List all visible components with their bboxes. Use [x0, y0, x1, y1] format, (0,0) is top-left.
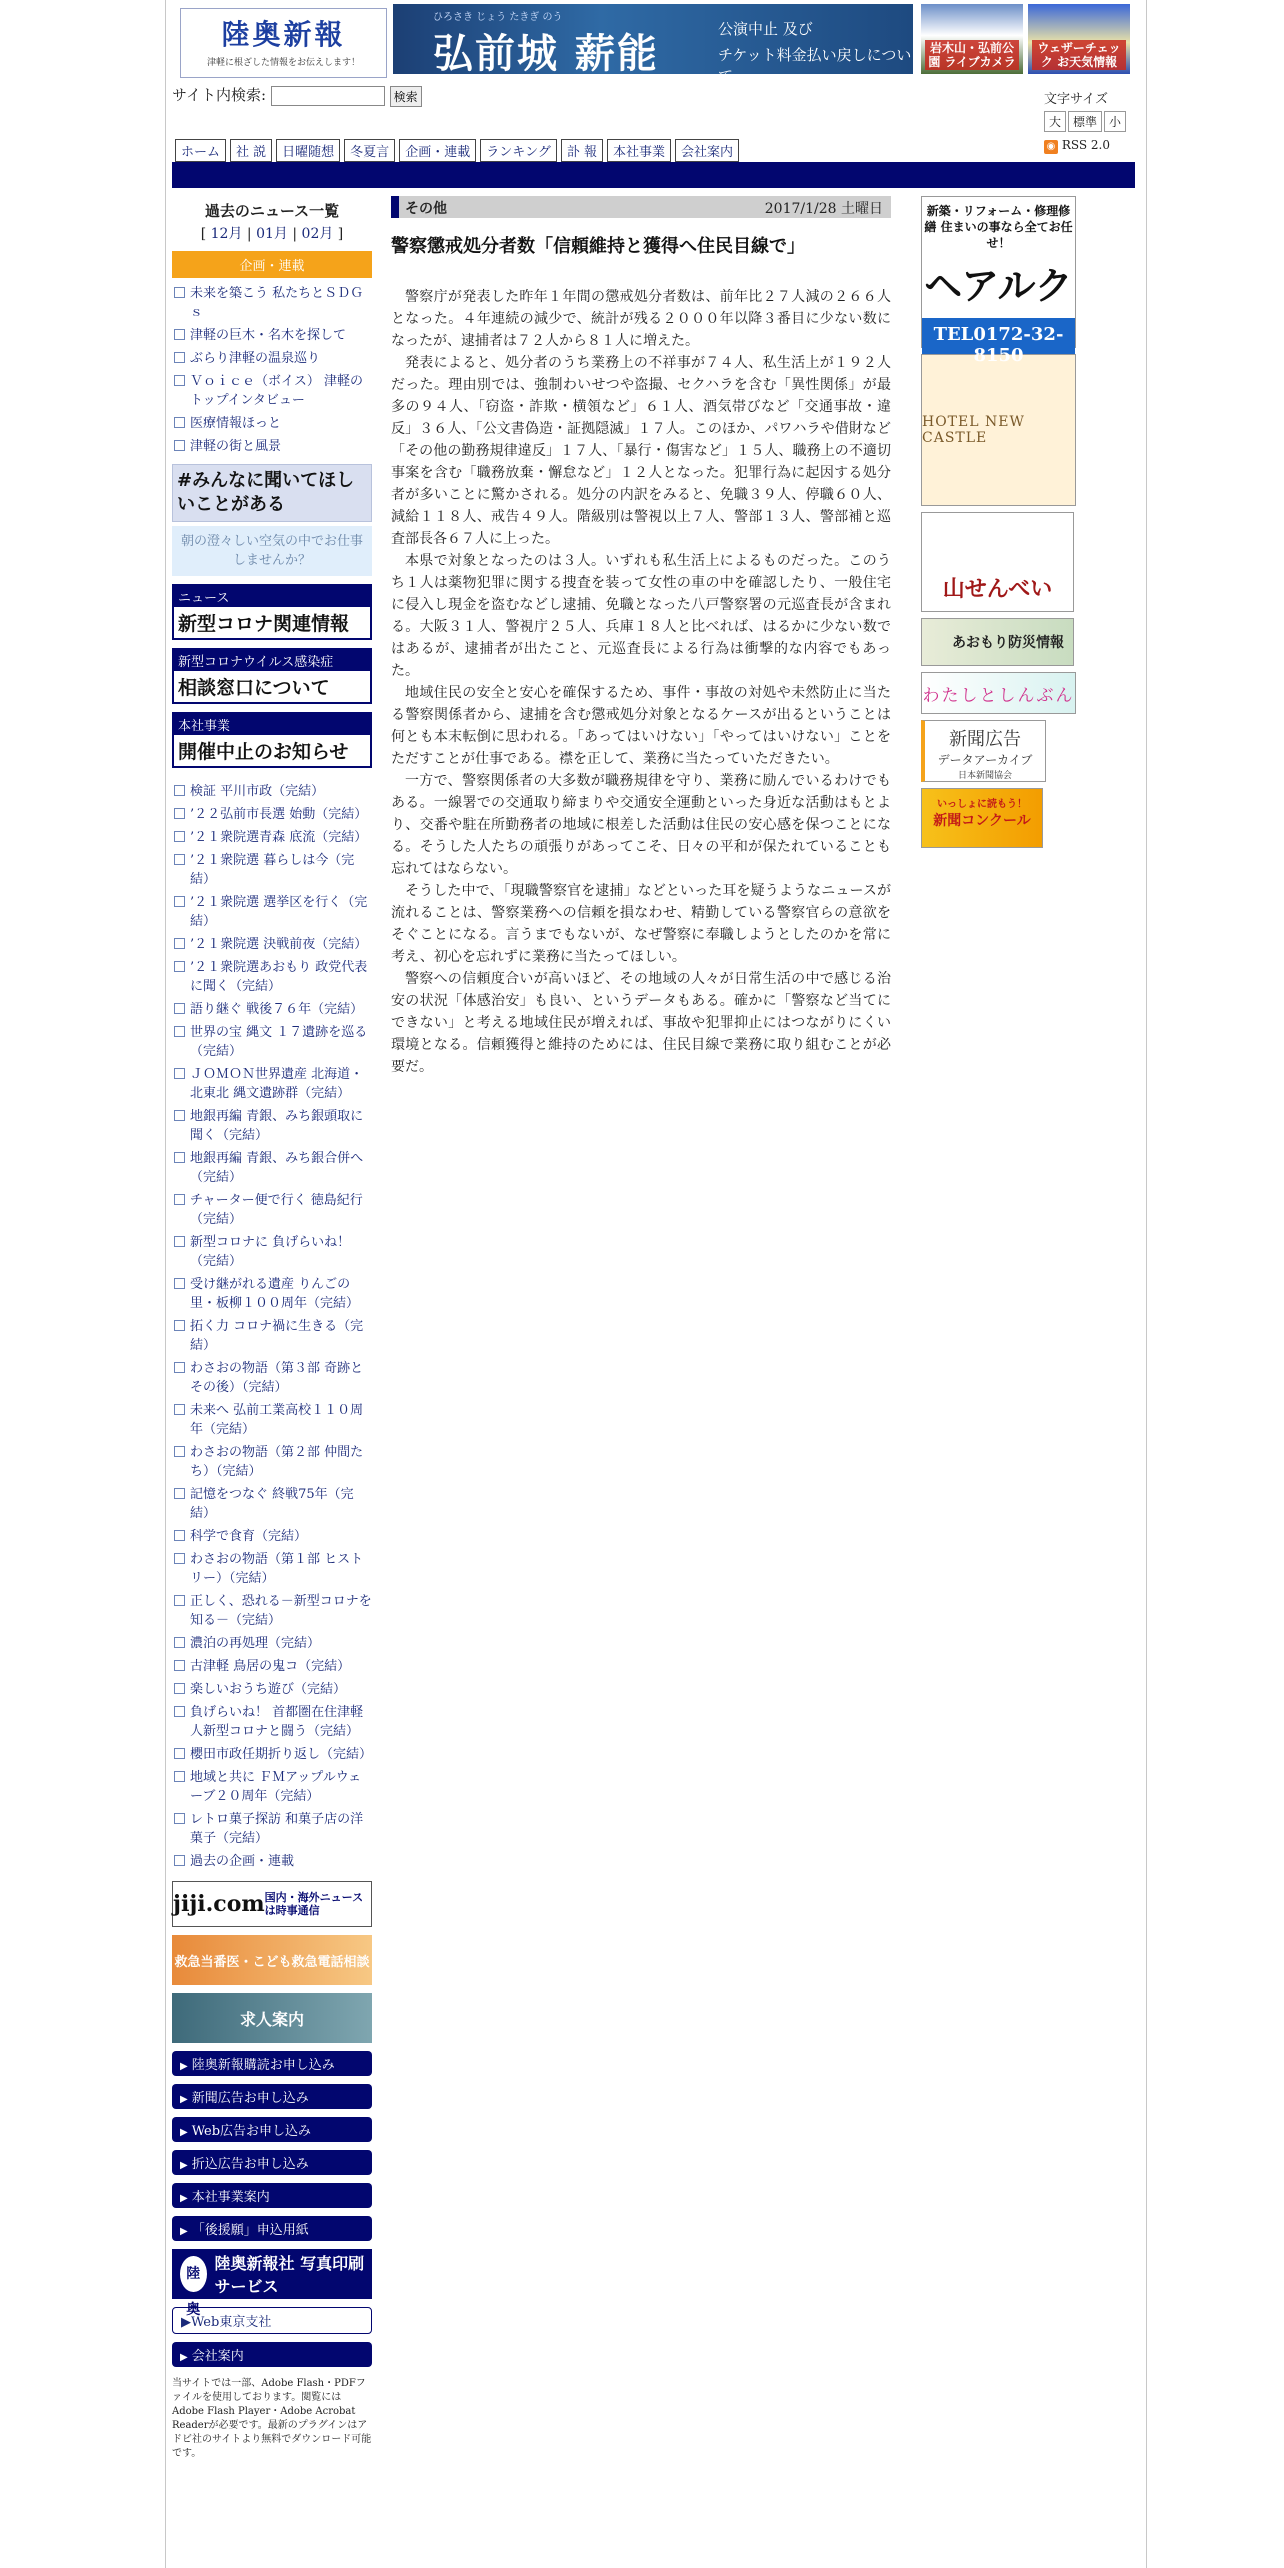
concours-main: 新聞コンクール — [933, 813, 1031, 829]
job-offer-label: 求人案内 — [239, 2009, 304, 2029]
checkbox-icon — [174, 1595, 185, 1606]
company-label: 会社案内 — [191, 2349, 244, 2364]
checkbox-icon — [174, 1404, 185, 1415]
checkbox-icon — [174, 831, 185, 842]
event-cancel-head: 本社事業 — [174, 714, 370, 735]
ad-archive-title: 新聞広告 — [949, 729, 1021, 750]
series-list-item[interactable] — [172, 1703, 372, 1741]
series-list-label: 地銀再編 青銀、みち銀頭取に聞く（完結） — [190, 1109, 364, 1143]
font-size-control — [1044, 88, 1134, 132]
archive-month-feb[interactable]: 02月 — [301, 226, 334, 242]
search-label: サイト内検索: — [172, 86, 267, 104]
nav-home[interactable]: ホーム — [175, 139, 226, 162]
series-list-label: 楽しいおうち遊び（完結） — [190, 1682, 347, 1697]
covid-info-box[interactable] — [172, 584, 372, 640]
hotel-ad[interactable] — [921, 354, 1076, 506]
series-list-item[interactable] — [172, 1745, 372, 1764]
sidebar-link[interactable] — [172, 2117, 372, 2142]
series-list-label: わさおの物語（第３部 奇跡とその後）（完結） — [190, 1361, 364, 1395]
checkbox-icon — [174, 896, 185, 907]
series-list-item[interactable] — [172, 1065, 372, 1103]
banner-text-1: 公演中止 及び — [718, 20, 813, 38]
event-cancel-box[interactable] — [172, 712, 372, 768]
logo-name: 陸奥新報 — [221, 18, 346, 51]
minna-banner[interactable]: #みんなに聞いてほしいことがある — [172, 464, 372, 522]
photo-print-banner[interactable] — [172, 2249, 372, 2318]
series-list-item[interactable] — [172, 1550, 372, 1588]
series-list-item[interactable] — [172, 1485, 372, 1523]
plugin-note: 当サイトでは一部、Adobe Flash・PDFファイルを使用しております。閲覧にはAdobe Flash Player・Adobe Acrobat Readerが必要です。最新のプラグインはアドビ社のサイトより無料でダウンロード可能です。 — [172, 2378, 372, 2459]
checkbox-icon — [174, 417, 185, 428]
series-list-item[interactable] — [172, 437, 372, 456]
banner-text-2: チケット料金払い戻しについて — [718, 46, 912, 85]
aruk-tel: TEL0172-32-8150 — [922, 318, 1075, 372]
checkbox-icon — [174, 1362, 185, 1373]
sidebar-link[interactable] — [172, 2051, 372, 2076]
series-list-item[interactable] — [172, 349, 372, 368]
checkbox-icon — [174, 1446, 185, 1457]
arrow-right-icon: ▶ — [180, 2094, 188, 2105]
checkbox-icon — [174, 375, 185, 386]
ad-archive-banner[interactable] — [921, 720, 1046, 782]
senbei-name: 山せんべい — [942, 576, 1053, 602]
nav-divider-bar — [172, 162, 1135, 188]
senbei-ad[interactable] — [921, 512, 1074, 612]
series-list-item[interactable] — [172, 1275, 372, 1313]
archive-months: [ 12月 | 01月 | 02月 ] — [200, 226, 344, 242]
event-cancel-body: 開催中止のお知らせ — [178, 741, 349, 763]
font-size-large-button[interactable]: 大 — [1044, 111, 1066, 132]
covid-consult-head: 新型コロナウイルス感染症 — [174, 650, 370, 671]
photo-print-logo: 陸奥 — [180, 2256, 207, 2292]
sidebar-links — [172, 2051, 372, 2241]
series-list-label: 新型コロナに 負げらいね！（完結） — [190, 1235, 351, 1269]
series-list-label: 語り継ぐ 戦後７６年（完結） — [190, 1002, 364, 1017]
checkbox-icon — [174, 1152, 185, 1163]
checkbox-icon — [174, 1553, 185, 1564]
weather-banner[interactable] — [1028, 4, 1130, 74]
banner-title: 弘前城 薪能 — [433, 30, 659, 77]
checkbox-icon — [174, 854, 185, 865]
checkbox-icon — [174, 1748, 185, 1759]
nav-obituary[interactable]: 訃 報 — [561, 139, 603, 162]
page — [165, 0, 1147, 2568]
arrow-right-icon: ▶ — [180, 2226, 188, 2237]
concours-top: いっしょに読もう！ — [937, 799, 1027, 810]
web-tokyo-link[interactable] — [172, 2307, 372, 2334]
series-list-item[interactable] — [172, 1810, 372, 1848]
checkbox-icon — [174, 808, 185, 819]
series-list-label: 津軽の巨木・名木を探して — [190, 328, 347, 343]
archive-title: 過去のニュース一覧 — [204, 202, 340, 220]
series-list-label: 過去の企画・連載 — [190, 1854, 295, 1869]
checkbox-icon — [174, 1110, 185, 1121]
checkbox-icon — [174, 1003, 185, 1014]
series-list-item[interactable] — [172, 1527, 372, 1546]
article — [391, 196, 891, 1078]
archive-month-dec[interactable]: 12月 — [210, 226, 243, 242]
series-list-label: 古津軽 鳥居の鬼コ（完結） — [190, 1659, 351, 1674]
emergency-doctor-label: 救急当番医・こども救急電話相談 — [174, 1954, 370, 1970]
checkbox-icon — [174, 287, 185, 298]
series-list-label: チャーター便で行く 徳島紀行（完結） — [190, 1193, 363, 1227]
main-nav — [175, 139, 743, 162]
checkbox-icon — [174, 440, 185, 451]
series-list-item[interactable] — [172, 372, 372, 410]
font-size-normal-button[interactable]: 標準 — [1068, 111, 1102, 132]
aruk-ad[interactable] — [921, 196, 1076, 366]
series-list-item[interactable] — [172, 1233, 372, 1271]
series-list-item[interactable] — [172, 805, 372, 824]
sidebar-link-label: 折込広告お申し込み — [191, 2157, 309, 2172]
checkbox-icon — [174, 785, 185, 796]
series-list-label: ぶらり津軽の温泉巡り — [190, 351, 321, 366]
series-list-label: Ｖｏｉｃｅ（ボイス） 津軽のトップインタビュー — [190, 374, 364, 408]
nav-editorial[interactable]: 社 説 — [230, 139, 272, 162]
series-list-label: 正しく、恐れる－新型コロナを知る－（完結） — [190, 1594, 372, 1628]
checkbox-icon — [174, 329, 185, 340]
nav-sunday-essay[interactable]: 日曜随想 — [276, 139, 340, 162]
aruk-name: ヘアルク — [924, 263, 1073, 308]
ad-archive-sub: データアーカイブ — [937, 753, 1033, 767]
checkbox-icon — [174, 1026, 185, 1037]
article-body — [391, 286, 891, 1078]
series-list-item[interactable] — [172, 958, 372, 996]
series-list-item[interactable] — [172, 851, 372, 889]
emergency-doctor-banner[interactable] — [172, 1935, 372, 1985]
search-button[interactable]: 検索 — [390, 86, 422, 107]
article-paragraph: 発表によると、処分者のうち業務上の不祥事が７４人、私生活上が１９２人だった。理由別では、強制わいせつや盗撮、セクハラを含む「異性関係」が最多の９４人、「窃盗・詐欺・横領など」６１人、酒気帯びなど「交通事故・違反」３６人、「公文書偽造・証拠隠滅」１７人。このほか、パワハラや借財など「その他の勤務規律違反」１７人、「暴行・傷害など」１５人、職務上の不適切事案を含む「職務放棄・懈怠など」１２人となった。犯罪行為に起因する処分者が多いことに驚かされる。処分の内訳をみると、免職３９人、停職６０人、減給１１８人、戒告４９人。階級別は警視以上７人、警部１３人、警部補と巡査部長各６７人に上った。 — [391, 355, 891, 547]
series-list-label: 拓く力 コロナ禍に生きる（完結） — [190, 1319, 364, 1353]
article-title: 警察懲戒処分者数「信頼維持と獲得へ住民目線で」 — [391, 236, 805, 257]
web-tokyo-label: Web東京支社 — [191, 2315, 272, 2330]
checkbox-icon — [174, 1771, 185, 1782]
sidebar-link-label: Web広告お申し込み — [191, 2124, 312, 2139]
archive-month-jan[interactable]: 01月 — [256, 226, 288, 242]
nav-ranking[interactable]: ランキング — [480, 139, 557, 162]
series-list-item[interactable] — [172, 284, 372, 322]
series-list-label: わさおの物語（第２部 仲間たち）（完結） — [190, 1445, 364, 1479]
series-list-item[interactable] — [172, 1023, 372, 1061]
series-list-item[interactable] — [172, 1359, 372, 1397]
article-category: その他 — [405, 201, 447, 217]
series-list — [172, 782, 372, 1871]
arrow-right-icon: ▶ — [180, 2160, 188, 2171]
hotel-name: HOTEL NEW CASTLE — [922, 414, 1025, 446]
arrow-right-icon: ▶ — [180, 2061, 188, 2072]
series-list-label: ’２１衆院選 選挙区を行く（完結） — [190, 895, 368, 929]
jiji-desc: 国内・海外ニュースは時事通信 — [264, 1891, 364, 1917]
series-list-label: 濃泊の再処理（完結） — [190, 1636, 321, 1651]
series-list-label: 受け継がれる遺産 りんごの里・板柳１００周年（完結） — [190, 1277, 360, 1311]
sidebar-link-label: 陸奥新報購読お申し込み — [191, 2058, 335, 2073]
series-list-item[interactable] — [172, 1592, 372, 1630]
left-sidebar — [172, 196, 372, 2461]
series-list-label: 科学で食育（完結） — [190, 1529, 308, 1544]
jiji-logo: jiji.com — [173, 1891, 265, 1917]
series-list-item[interactable] — [172, 935, 372, 954]
series-list-label: ＪＯＭＯＮ世界遺産 北海道・北東北 縄文遺跡群（完結） — [190, 1067, 364, 1101]
nav-company-info[interactable]: 会社案内 — [675, 139, 739, 162]
takiginoh-banner[interactable] — [393, 4, 913, 85]
sidebar-link-label: 新聞広告お申し込み — [191, 2091, 309, 2106]
series-list-item[interactable] — [172, 1000, 372, 1019]
series-list-item[interactable] — [172, 893, 372, 931]
article-paragraph: そうした中で、「現職警察官を逮捕」などといった耳を疑うようなニュースが流れることは、警察業務への信頼を損なわせ、精勤している警察官らの意欲をそぐことになる。言うまでもないが、なぜ警察に奉職しようとしたのかを常に考え、初心を忘れずに業務に当たってほしい。 — [391, 883, 891, 965]
checkbox-icon — [174, 1530, 185, 1541]
arrow-right-icon: ▶ — [181, 2315, 191, 2330]
site-logo[interactable] — [180, 8, 387, 78]
series-list-label: 検証 平川市政（完結） — [190, 784, 325, 799]
article-paragraph: 地域住民の安全と安心を確保するため、事件・事故の対処や未然防止に当たる警察関係者から、逮捕を含む懲戒処分対象となるケースが出るということは何とも本末転倒に思われる。「あってはいけない」「やってはいけない」ことをただすことが仕事である。襟を正して、業務に当たっていただきたい。 — [391, 685, 891, 767]
arrow-right-icon: ▶ — [180, 2352, 188, 2363]
checkbox-icon — [174, 1488, 185, 1499]
nav-company-events[interactable]: 本社事業 — [607, 139, 671, 162]
bosai-label: あおもり防災情報 — [952, 635, 1064, 651]
checkbox-icon — [174, 1813, 185, 1824]
series-list-label: 記憶をつなぐ 終戦75年（完結） — [190, 1487, 354, 1521]
covid-consult-box[interactable] — [172, 648, 372, 704]
font-size-label: 文字サイズ — [1044, 92, 1108, 107]
series-list-label: 地域と共に ＦＭアップルウェーブ２０周年（完結） — [190, 1770, 362, 1804]
series-list-label: ’２１衆院選 暮らしは今（完結） — [190, 853, 355, 887]
photo-print-label: 陸奥新報社 写真印刷サービス — [214, 2254, 365, 2296]
checkbox-icon — [174, 1236, 185, 1247]
covid-consult-body: 相談窓口について — [178, 677, 330, 699]
checkbox-icon — [174, 1637, 185, 1648]
banner-small-text: ひろさき じょう たきぎ のう — [433, 12, 563, 23]
article-paragraph: 一方で、警察関係者の大多数が職務規律を守り、業務に励んでいるわけでもある。一線署での交通取り締まりや交通安全運動といった身近な活動はもとより、交番や駐在所勤務者の地域に根差した活動は住民の安心感を保つことになる。そうした人たちの頑張りがあってこそ、日々の平和が保たれていることも忘れてはならない。 — [391, 773, 891, 877]
series-list-item[interactable] — [172, 1317, 372, 1355]
sidebar-link[interactable] — [172, 2150, 372, 2175]
series-list-item[interactable] — [172, 1443, 372, 1481]
checkbox-icon — [174, 1320, 185, 1331]
series-list-label: 未来へ 弘前工業高校１１０周年（完結） — [190, 1403, 364, 1437]
font-size-small-button[interactable]: 小 — [1104, 111, 1126, 132]
series-list-label: 負げらいね！ 首都圏在住津軽人新型コロナと闘う（完結） — [190, 1705, 364, 1739]
series-list-item[interactable] — [172, 782, 372, 801]
checkbox-icon — [174, 352, 185, 363]
series-list-item[interactable] — [172, 1634, 372, 1653]
series-list-item[interactable] — [172, 828, 372, 847]
series-list-label: ’２２弘前市長選 始動（完結） — [190, 807, 368, 822]
article-paragraph: 本県で対象となったのは３人。いずれも私生活上によるものだった。このうち１人は薬物犯罪に関する捜査を装って女性の車の中を確認したり、一般住宅に侵入し現金を盗むなどし逮捕、免職となった八戸警察署の元巡査長が含まれる。大阪３１人、警視庁２５人、兵庫１８人と比べれば、はるかに少ない数ではあるが、逮捕者が出たこと、元巡査長による行為は衝撃的な内容でもあった。 — [391, 553, 891, 679]
article-paragraph: 警察への信頼度合いが高いほど、その地域の人々が日常生活の中で感じる治安の状況「体感治安」も良い、というデータもある。確かに「警察など当てにできない」と考える地域住民が増えれば、事故や犯罪抑止にはつながりにくい環境となる。信頼獲得と維持のためには、住民目線で業務に取り組むことが必要だ。 — [391, 971, 891, 1075]
series-list-label: ’２１衆院選青森 底流（完結） — [190, 830, 368, 845]
recruit-banner[interactable]: 朝の澄々しい空気の中でお仕事しませんか？ — [172, 526, 372, 576]
checkbox-icon — [174, 1068, 185, 1079]
ad-archive-org: 日本新聞協会 — [957, 771, 1012, 781]
sidebar-link[interactable] — [172, 2183, 372, 2208]
checkbox-icon — [174, 1706, 185, 1717]
series-list-item[interactable] — [172, 1657, 372, 1676]
series-list-label: ’２１衆院選 決戦前夜（完結） — [190, 937, 368, 952]
covid-info-body: 新型コロナ関連情報 — [178, 613, 350, 635]
series-list-item[interactable] — [172, 1149, 372, 1187]
series-list-item[interactable] — [172, 1852, 372, 1871]
live-camera-banner[interactable] — [921, 4, 1023, 74]
series-list-item[interactable] — [172, 414, 372, 433]
sidebar-link[interactable] — [172, 2084, 372, 2109]
watashi-label: わたしとしんぶん — [922, 685, 1075, 706]
series-list-item[interactable] — [172, 1680, 372, 1699]
nav-toukagen[interactable]: 冬夏言 — [344, 139, 395, 162]
series-top-list — [172, 284, 372, 456]
series-list-label: 未来を築こう 私たちとＳＤＧｓ — [190, 286, 364, 320]
bosai-ad[interactable] — [921, 618, 1074, 666]
series-list-label: 世界の宝 縄文 １７遺跡を巡る（完結） — [190, 1025, 368, 1059]
article-date: 2017/1/28 土曜日 — [764, 201, 883, 217]
series-list-item[interactable] — [172, 1768, 372, 1806]
sidebar-link-label: 「後援願」申込用紙 — [191, 2223, 309, 2238]
right-ads — [921, 196, 1076, 854]
rss-icon: ◉ — [1044, 140, 1058, 154]
sidebar-link-label: 本社事業案内 — [191, 2190, 270, 2205]
series-list-label: レトロ菓子探訪 和菓子店の洋菓子（完結） — [190, 1812, 364, 1846]
checkbox-icon — [174, 1278, 185, 1289]
checkbox-icon — [174, 938, 185, 949]
series-header: 企画・連載 — [172, 251, 372, 278]
sidebar-link[interactable] — [172, 2216, 372, 2241]
checkbox-icon — [174, 1855, 185, 1866]
series-list-label: 津軽の街と風景 — [190, 439, 282, 454]
article-category-bar — [391, 196, 891, 218]
series-list-item[interactable] — [172, 1191, 372, 1229]
site-search — [172, 84, 422, 107]
weather-label: ウェザーチェック お天気情報 — [1032, 40, 1126, 70]
search-input[interactable] — [271, 86, 385, 106]
aruk-tagline: 新築・リフォーム・修理修繕 住まいの事なら全てお任せ！ — [924, 204, 1073, 250]
series-list-label: 医療情報ほっと — [190, 416, 282, 431]
jiji-banner[interactable] — [172, 1881, 372, 1927]
checkbox-icon — [174, 961, 185, 972]
checkbox-icon — [174, 1194, 185, 1205]
series-list-label: わさおの物語（第１部 ヒストリー）（完結） — [190, 1552, 364, 1586]
arrow-right-icon: ▶ — [180, 2127, 188, 2138]
job-offer-banner[interactable] — [172, 1993, 372, 2043]
rss-label: RSS 2.0 — [1061, 138, 1110, 152]
concours-banner[interactable] — [921, 788, 1043, 848]
series-list-label: ’２１衆院選あおもり 政党代表に聞く（完結） — [190, 960, 368, 994]
series-list-item[interactable] — [172, 1107, 372, 1145]
watashi-shinbun-ad[interactable] — [921, 672, 1076, 714]
series-list-item[interactable] — [172, 326, 372, 345]
live-camera-label: 岩木山・弘前公園 ライブカメラ — [925, 40, 1019, 70]
company-link[interactable] — [172, 2342, 372, 2367]
rss-link[interactable] — [1044, 138, 1110, 154]
covid-info-head: ニュース — [174, 586, 370, 607]
checkbox-icon — [174, 1683, 185, 1694]
logo-tagline: 津軽に根ざした情報をお伝えします！ — [206, 58, 360, 68]
nav-series[interactable]: 企画・連載 — [399, 139, 476, 162]
checkbox-icon — [174, 1660, 185, 1671]
series-list-label: 櫻田市政任期折り返し（完結） — [190, 1747, 373, 1762]
series-list-label: 地銀再編 青銀、みち銀合併へ（完結） — [190, 1151, 364, 1185]
article-paragraph: 警察庁が発表した昨年１年間の懲戒処分者数は、前年比２７人減の２６６人となった。４年連続の減少で、統計が残る２０００年以降３番目に少ない数になったが、逮捕者は７２人から８１人に増えた。 — [391, 289, 891, 349]
arrow-right-icon: ▶ — [180, 2193, 188, 2204]
series-list-item[interactable] — [172, 1401, 372, 1439]
